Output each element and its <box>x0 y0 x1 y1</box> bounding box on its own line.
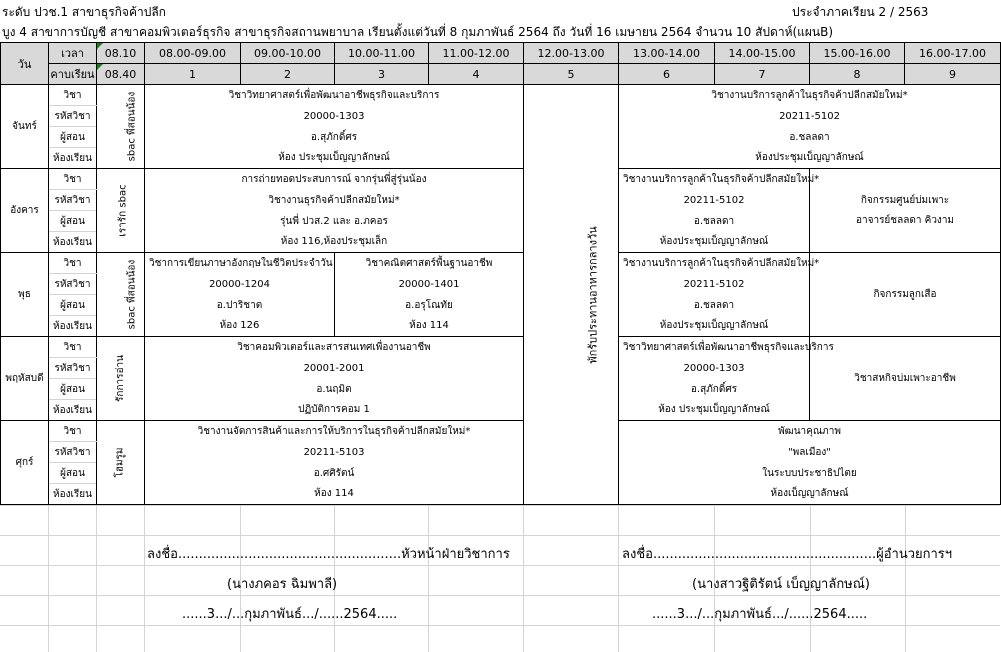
row-label: ห้องเรียน <box>49 484 97 505</box>
day-name: พฤหัสบดี <box>1 337 49 421</box>
start-time: 08.10 <box>97 43 145 64</box>
header-level: ระดับ ปวช.1 สาขาธุรกิจค้าปลีก <box>2 5 166 19</box>
day-row <box>1 463 1001 484</box>
sig-right-line: ลงชื่อ......................................................ผู้อำนวยการฯ <box>622 547 953 562</box>
class-cell: 20000-1303 <box>145 106 524 127</box>
class-cell: วิชางานธุรกิจค้าปลีกสมัยใหม่* <box>145 190 524 211</box>
day-row <box>1 421 1001 442</box>
header-program: บูง 4 สาขาการบัญชี สาขาคอมพิวเตอร์ธุรกิจ สาขาธุรกิจสถานพยาบาล เรียนตั้งแต่วันที่ 8 กุมภาพันธ์ 2564 ถึง วันที่ 16 เมษายน 2564 จำนวน 10 สัปดาห์(แผนB) <box>2 25 834 39</box>
period-number: 3 <box>335 64 429 85</box>
class-cell: วิชาวิทยาศาสตร์เพื่อพัฒนาอาชีพธุรกิจและบริการ <box>145 85 524 106</box>
day-name: จันทร์ <box>1 85 49 169</box>
time-header: เวลา <box>49 43 97 64</box>
row-label: ห้องเรียน <box>49 316 97 337</box>
class-cell: วิชางานบริการลูกค้าในธุรกิจค้าปลีกสมัยใหม่* <box>619 253 810 274</box>
class-cell: 20211-5103 <box>145 442 524 463</box>
row-label: รหัสวิชา <box>49 106 97 127</box>
class-cell: ห้อง ประชุมเบ็ญญาลักษณ์ <box>145 148 524 169</box>
class-cell: ห้องประชุมเบ็ญญาลักษณ์ <box>619 316 810 337</box>
row-label: วิชา <box>49 253 97 274</box>
day-row <box>1 127 1001 148</box>
activity-block <box>810 337 1001 421</box>
grid-line <box>905 505 906 652</box>
row-label: วิชา <box>49 85 97 106</box>
row-label: วิชา <box>49 169 97 190</box>
class-cell: 20000-1303 <box>619 358 810 379</box>
class-cell: อ.ศศิรัตน์ <box>145 463 524 484</box>
activity-text: กิจกรรมศูนย์บ่มเพาะ <box>860 194 950 206</box>
activity-text: วิชาสหกิจบ่มเพาะอาชีพ <box>854 372 956 384</box>
class-cell: 20000-1204 <box>145 274 335 295</box>
activity-label: เรารัก sbac <box>117 184 129 237</box>
grid-line <box>96 505 97 652</box>
row-label: ผู้สอน <box>49 463 97 484</box>
time-slot: 12.00-13.00 <box>524 43 619 64</box>
class-cell: อ.ชลลดา <box>619 127 1001 148</box>
grid-line <box>428 505 429 652</box>
class-cell: ห้อง 114 <box>145 484 524 505</box>
period-number: 4 <box>429 64 524 85</box>
row-label: ผู้สอน <box>49 211 97 232</box>
time-slot: 10.00-11.00 <box>335 43 429 64</box>
time-row <box>1 43 1001 64</box>
row-label: รหัสวิชา <box>49 274 97 295</box>
activity-text: กิจกรรมลูกเสือ <box>873 288 937 300</box>
activity-label: โฮมรูม <box>115 447 126 478</box>
class-cell: 20000-1401 <box>335 274 524 295</box>
class-cell: การถ่ายทอดประสบการณ์ จากรุ่นพี่สู่รุ่นน้อง <box>145 169 524 190</box>
class-cell: ห้องประชุมเบ็ญญาลักษณ์ <box>619 148 1001 169</box>
grid-line <box>0 535 1000 536</box>
class-cell: 20211-5102 <box>619 190 810 211</box>
day-row <box>1 169 1001 190</box>
period-number: 2 <box>241 64 335 85</box>
time-slot: 09.00-10.00 <box>241 43 335 64</box>
class-cell: วิชางานจัดการสินค้าและการให้บริการในธุรกิจค้าปลีกสมัยใหม่* <box>145 421 524 442</box>
period-number: 8 <box>810 64 905 85</box>
timetable <box>0 42 1001 505</box>
activity-cell <box>97 169 145 253</box>
day-row <box>1 253 1001 274</box>
class-cell: รุ่นพี่ ปวส.2 และ อ.ภคอร <box>145 211 524 232</box>
class-cell: อ.สุภักดิ์ศร <box>619 379 810 400</box>
row-label: ผู้สอน <box>49 295 97 316</box>
class-cell: วิชาคอมพิวเตอร์และสารสนเทศเพื่องานอาชีพ <box>145 337 524 358</box>
class-cell: ห้องเบ็ญญาลักษณ์ <box>619 484 1001 505</box>
activity-cell <box>97 253 145 337</box>
period-number: 7 <box>715 64 810 85</box>
grid-line <box>0 505 1000 506</box>
lunch-break <box>524 85 619 505</box>
day-name: ศุกร์ <box>1 421 49 505</box>
time-slot: 16.00-17.00 <box>905 43 1001 64</box>
day-row <box>1 337 1001 358</box>
header-semester: ประจำภาคเรียน 2 / 2563 <box>792 5 929 19</box>
day-row <box>1 85 1001 106</box>
grid-line <box>144 505 145 652</box>
row-label: ผู้สอน <box>49 127 97 148</box>
time-slot: 15.00-16.00 <box>810 43 905 64</box>
period-number: 6 <box>619 64 715 85</box>
period-number: 9 <box>905 64 1001 85</box>
time-slot: 08.00-09.00 <box>145 43 241 64</box>
class-cell: 20001-2001 <box>145 358 524 379</box>
class-cell: ในระบบประชาธิปไตย <box>619 463 1001 484</box>
class-cell: อ.ชลลดา <box>619 295 810 316</box>
row-label: วิชา <box>49 337 97 358</box>
class-cell: 20211-5102 <box>619 274 810 295</box>
row-label: รหัสวิชา <box>49 442 97 463</box>
class-cell: วิชางานบริการลูกค้าในธุรกิจค้าปลีกสมัยใหม่* <box>619 169 810 190</box>
class-cell: วิชาคณิตศาสตร์พื้นฐานอาชีพ <box>335 253 524 274</box>
cell-marker-icon <box>97 64 103 70</box>
class-cell: ห้อง 114 <box>335 316 524 337</box>
lunch-label: พักรับประทานอาหารกลางวัน <box>586 225 600 364</box>
grid-line <box>0 595 1000 596</box>
class-cell: อ.สุภักดิ์ศร <box>145 127 524 148</box>
row-label: ห้องเรียน <box>49 400 97 421</box>
class-cell: อ.ปาริชาต <box>145 295 335 316</box>
day-row <box>1 148 1001 169</box>
start-period: 08.40 <box>97 64 145 85</box>
activity-cell <box>97 85 145 169</box>
activity-text: อาจารย์ชลลดา คิวงาม <box>855 214 955 226</box>
class-cell: ห้อง 126 <box>145 316 335 337</box>
activity-cell <box>97 421 145 505</box>
class-cell: อ.นฤมิต <box>145 379 524 400</box>
time-slot: 13.00-14.00 <box>619 43 715 64</box>
row-label: วิชา <box>49 421 97 442</box>
day-name: พุธ <box>1 253 49 337</box>
row-label: ผู้สอน <box>49 379 97 400</box>
class-cell: ห้องประชุมเบ็ญญาลักษณ์ <box>619 232 810 253</box>
day-row <box>1 106 1001 127</box>
class-cell: ห้อง 116,ห้องประชุมเล็ก <box>145 232 524 253</box>
period-number: 5 <box>524 64 619 85</box>
period-header: คาบเรียน <box>49 64 97 85</box>
sig-left-date: ......3.../...กุมภาพันธ์.../......2564..... <box>182 607 398 622</box>
grid-line <box>48 505 49 652</box>
day-row <box>1 484 1001 505</box>
activity-block <box>810 253 1001 337</box>
class-cell: 20211-5102 <box>619 106 1001 127</box>
period-number: 1 <box>145 64 241 85</box>
row-label: ห้องเรียน <box>49 148 97 169</box>
grid-line <box>0 565 1000 566</box>
class-cell: อ.อรุโณทัย <box>335 295 524 316</box>
activity-block <box>810 169 1001 253</box>
class-cell: วิชาวิทยาศาสตร์เพื่อพัฒนาอาชีพธุรกิจและบริการ <box>619 337 810 358</box>
grid-line <box>0 625 1000 626</box>
time-slot: 14.00-15.00 <box>715 43 810 64</box>
time-slot: 11.00-12.00 <box>429 43 524 64</box>
day-row <box>1 442 1001 463</box>
class-cell: อ.ชลลดา <box>619 211 810 232</box>
cell-marker-icon <box>97 43 103 49</box>
grid-line <box>523 505 524 652</box>
grid-line <box>618 505 619 652</box>
activity-label: sbac พี่สอนน้อง <box>126 259 138 330</box>
row-label: ห้องเรียน <box>49 232 97 253</box>
class-cell: ปฏิบัติการคอม 1 <box>145 400 524 421</box>
day-name: อังคาร <box>1 169 49 253</box>
sig-left-name: (นางภคอร ฉิมพาลี) <box>227 577 338 592</box>
class-cell: วิชางานบริการลูกค้าในธุรกิจค้าปลีกสมัยใหม่* <box>619 85 1001 106</box>
sig-right-date: ......3.../...กุมภาพันธ์.../......2564..... <box>652 607 868 622</box>
class-cell: วิชาการเขียนภาษาอังกฤษในชีวิตประจำวัน <box>145 253 335 274</box>
class-cell: ห้อง ประชุมเบ็ญญาลักษณ์ <box>619 400 810 421</box>
activity-label: รักการอ่าน <box>115 355 126 402</box>
activity-cell <box>97 337 145 421</box>
sig-left-line: ลงชื่อ......................................................หัวหน้าฝ่ายวิชาการ <box>147 547 510 562</box>
class-cell: พัฒนาคุณภาพ <box>619 421 1001 442</box>
class-cell: "พลเมือง" <box>619 442 1001 463</box>
row-label: รหัสวิชา <box>49 190 97 211</box>
sig-right-name: (นางสาวฐิติรัตน์ เบ็ญญาลักษณ์) <box>692 577 870 592</box>
period-row <box>1 64 1001 85</box>
day-header: วัน <box>1 43 49 85</box>
row-label: รหัสวิชา <box>49 358 97 379</box>
activity-label: sbac พี่สอนน้อง <box>126 91 138 162</box>
